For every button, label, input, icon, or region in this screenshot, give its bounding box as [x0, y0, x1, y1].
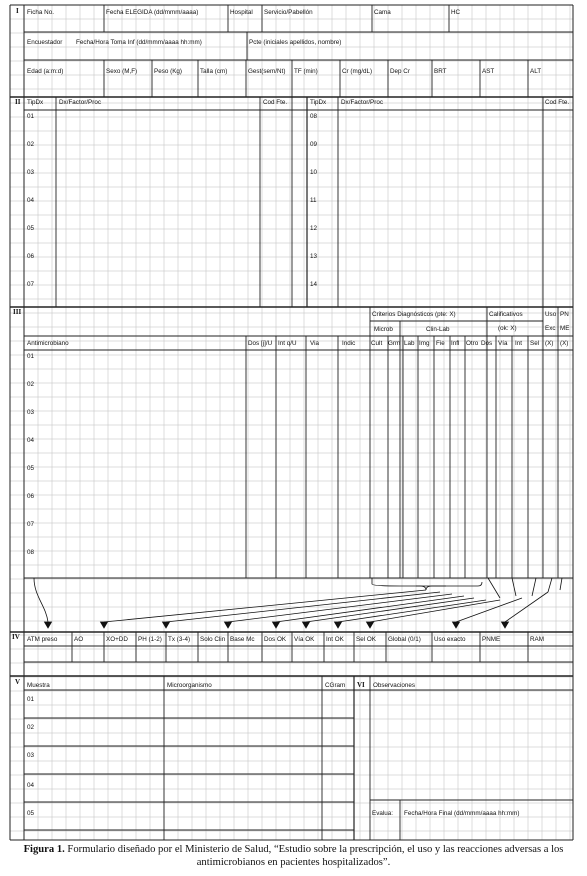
column-header: Dx/Factor/Proc	[341, 99, 383, 106]
field-label: Hospital	[230, 9, 253, 16]
field-label: Fecha/Hora Toma Inf (dd/mmm/aaaa hh:mm)	[76, 39, 202, 46]
field-label: Gest(sem/Nt)	[248, 68, 286, 75]
field-label: Talla (cm)	[200, 68, 228, 75]
column-header: Muestra	[27, 682, 50, 689]
arrowhead-icon	[367, 622, 374, 628]
section-roman-6: VI	[357, 681, 365, 689]
section-roman-4: IV	[12, 633, 20, 641]
arrowhead-icon	[273, 622, 280, 628]
qualifier-column: Vía	[498, 340, 508, 347]
field-label: Base Mc	[230, 636, 255, 643]
row-number: 01	[27, 696, 35, 703]
row-number: 03	[27, 169, 35, 176]
field-label: Ficha No.	[27, 9, 54, 16]
field-label: PH (1-2)	[138, 636, 162, 643]
arrowhead-icon	[453, 622, 460, 628]
me-header: ME	[560, 325, 570, 332]
field-label: Cama	[374, 9, 391, 16]
connector-curve	[34, 578, 48, 622]
row-number: 09	[310, 141, 318, 148]
field-label: Solo Clin	[200, 636, 226, 643]
form-lines	[10, 5, 573, 840]
field-label: Peso (Kg)	[154, 68, 182, 75]
row-number: 04	[27, 437, 35, 444]
row-number: 04	[27, 197, 35, 204]
row-number: 08	[310, 113, 318, 120]
section-roman-3: III	[13, 308, 22, 316]
row-number: 03	[27, 752, 35, 759]
section-roman-1: I	[16, 7, 19, 15]
bracket-line	[372, 578, 482, 590]
column-header: Int q/U	[278, 340, 297, 347]
column-header: Antimicrobiano	[27, 340, 69, 347]
connector-line	[488, 578, 500, 598]
row-number: 13	[310, 253, 318, 260]
field-label: XO+DD	[106, 636, 128, 643]
field-label: ALT	[530, 68, 542, 75]
arrowhead-icon	[335, 622, 342, 628]
field-label: Encuestador	[27, 39, 63, 46]
microb-header: Microb	[374, 326, 393, 333]
column-header: TipDx	[27, 99, 44, 106]
row-number: 02	[27, 724, 35, 731]
row-number: 05	[27, 810, 35, 817]
column-header: Cod Fte.	[263, 99, 288, 106]
qualifier-column: Sel	[530, 340, 540, 347]
field-label: Edad (a:m:d)	[27, 68, 64, 75]
field-label: Servicio/Pabellón	[264, 9, 313, 16]
field-label: Cr (mg/dL)	[342, 68, 373, 75]
criteria-column: Grm	[388, 340, 401, 347]
exc-header: Exc	[545, 325, 556, 332]
column-header: Via	[310, 340, 319, 347]
row-number: 07	[27, 281, 35, 288]
field-label: AST	[482, 68, 495, 75]
evaluator-label: Evalua:	[372, 810, 394, 817]
row-number: 02	[27, 141, 35, 148]
column-header: CGram	[325, 682, 346, 689]
qualifier-column: Dos	[481, 340, 493, 347]
field-label: BRT	[434, 68, 447, 75]
criteria-header: Criterios Diagnósticos (pte: X)	[372, 311, 456, 318]
field-label: Uso exacto	[434, 636, 466, 643]
row-number: 05	[27, 465, 35, 472]
field-label: HC	[451, 9, 461, 16]
arrowhead-icon	[225, 622, 232, 628]
column-header: Dx/Factor/Proc	[59, 99, 101, 106]
qualifier-column: Int	[515, 340, 523, 347]
arrowhead-icon	[45, 622, 52, 628]
field-label: Dep Cr	[390, 68, 410, 75]
field-label: Sexo (M,F)	[106, 68, 138, 75]
figure-caption	[0, 843, 587, 869]
row-number: 04	[27, 782, 35, 789]
row-number: 06	[27, 493, 35, 500]
caption-text: Formulario diseñado por el Ministerio de Salud, “Estudio sobre la prescripción, el uso y las reacciones adversas a los antimicrobianos en pacientes hospitalizados”.	[67, 844, 564, 868]
column-header: Indic	[342, 340, 356, 347]
field-label: Sel OK	[356, 636, 376, 643]
qualifiers-header: Calificativos	[489, 311, 523, 318]
field-label: Tx (3-4)	[168, 636, 191, 643]
row-number: 11	[310, 197, 317, 204]
field-label: ATM preso	[27, 636, 58, 643]
mark-label: (X)	[560, 340, 569, 347]
column-header: Microorganismo	[167, 682, 212, 689]
connector-line	[560, 578, 562, 590]
connector-line	[548, 578, 552, 592]
criteria-column: Lab	[404, 340, 415, 347]
section-roman-5: V	[15, 678, 21, 686]
row-number: 07	[27, 521, 35, 528]
criteria-column: Img	[419, 340, 430, 347]
field-label: Dos OK	[264, 636, 287, 643]
row-number: 05	[27, 225, 35, 232]
row-number: 08	[27, 549, 35, 556]
row-number: 02	[27, 381, 35, 388]
clinlab-header: Clin-Lab	[426, 326, 450, 333]
caption-label: Figura 1.	[23, 844, 65, 855]
arrowhead-icon	[502, 622, 509, 628]
pn-header: PN	[560, 311, 569, 318]
row-number: 06	[27, 253, 35, 260]
criteria-column: Cult	[371, 340, 383, 347]
field-label: Int OK	[326, 636, 344, 643]
ok-header: (ok: X)	[498, 325, 517, 332]
row-number: 12	[310, 225, 318, 232]
row-number: 01	[27, 353, 35, 360]
arrowhead-icon	[101, 622, 108, 628]
field-label: TF (min)	[294, 68, 318, 75]
usage-header: Uso	[545, 311, 557, 318]
field-label: Fecha ELEGIDA (dd/mmm/aaaa)	[106, 9, 199, 16]
criteria-column: Otro	[466, 340, 479, 347]
field-label: Vía OK	[294, 636, 315, 643]
connector-arrows	[34, 578, 562, 628]
row-number: 03	[27, 409, 35, 416]
observations-header: Observaciones	[373, 682, 415, 689]
criteria-column: Infl	[451, 340, 460, 347]
field-label: RAM	[530, 636, 544, 643]
end-datetime-label: Fecha/Hora Final (dd/mmm/aaaa hh:mm)	[404, 810, 520, 817]
arrowhead-icon	[303, 622, 310, 628]
field-label: AO	[74, 636, 84, 643]
row-number: 14	[310, 281, 318, 288]
field-label: Pcte (iniciales apellidos, nombre)	[249, 39, 342, 46]
connector-line	[532, 578, 536, 596]
section-roman-2: II	[15, 98, 21, 106]
background-grid	[10, 5, 573, 840]
field-label: PNME	[482, 636, 501, 643]
column-header: Cod Fte.	[545, 99, 570, 106]
row-number: 01	[27, 113, 35, 120]
column-header: Dos [j]/U	[248, 340, 273, 347]
field-label: Global (0/1)	[388, 636, 421, 643]
arrowhead-icon	[163, 622, 170, 628]
criteria-column: Fie	[436, 340, 445, 347]
row-number: 10	[310, 169, 318, 176]
column-header: TipDx	[310, 99, 327, 106]
mark-label: (X)	[545, 340, 554, 347]
